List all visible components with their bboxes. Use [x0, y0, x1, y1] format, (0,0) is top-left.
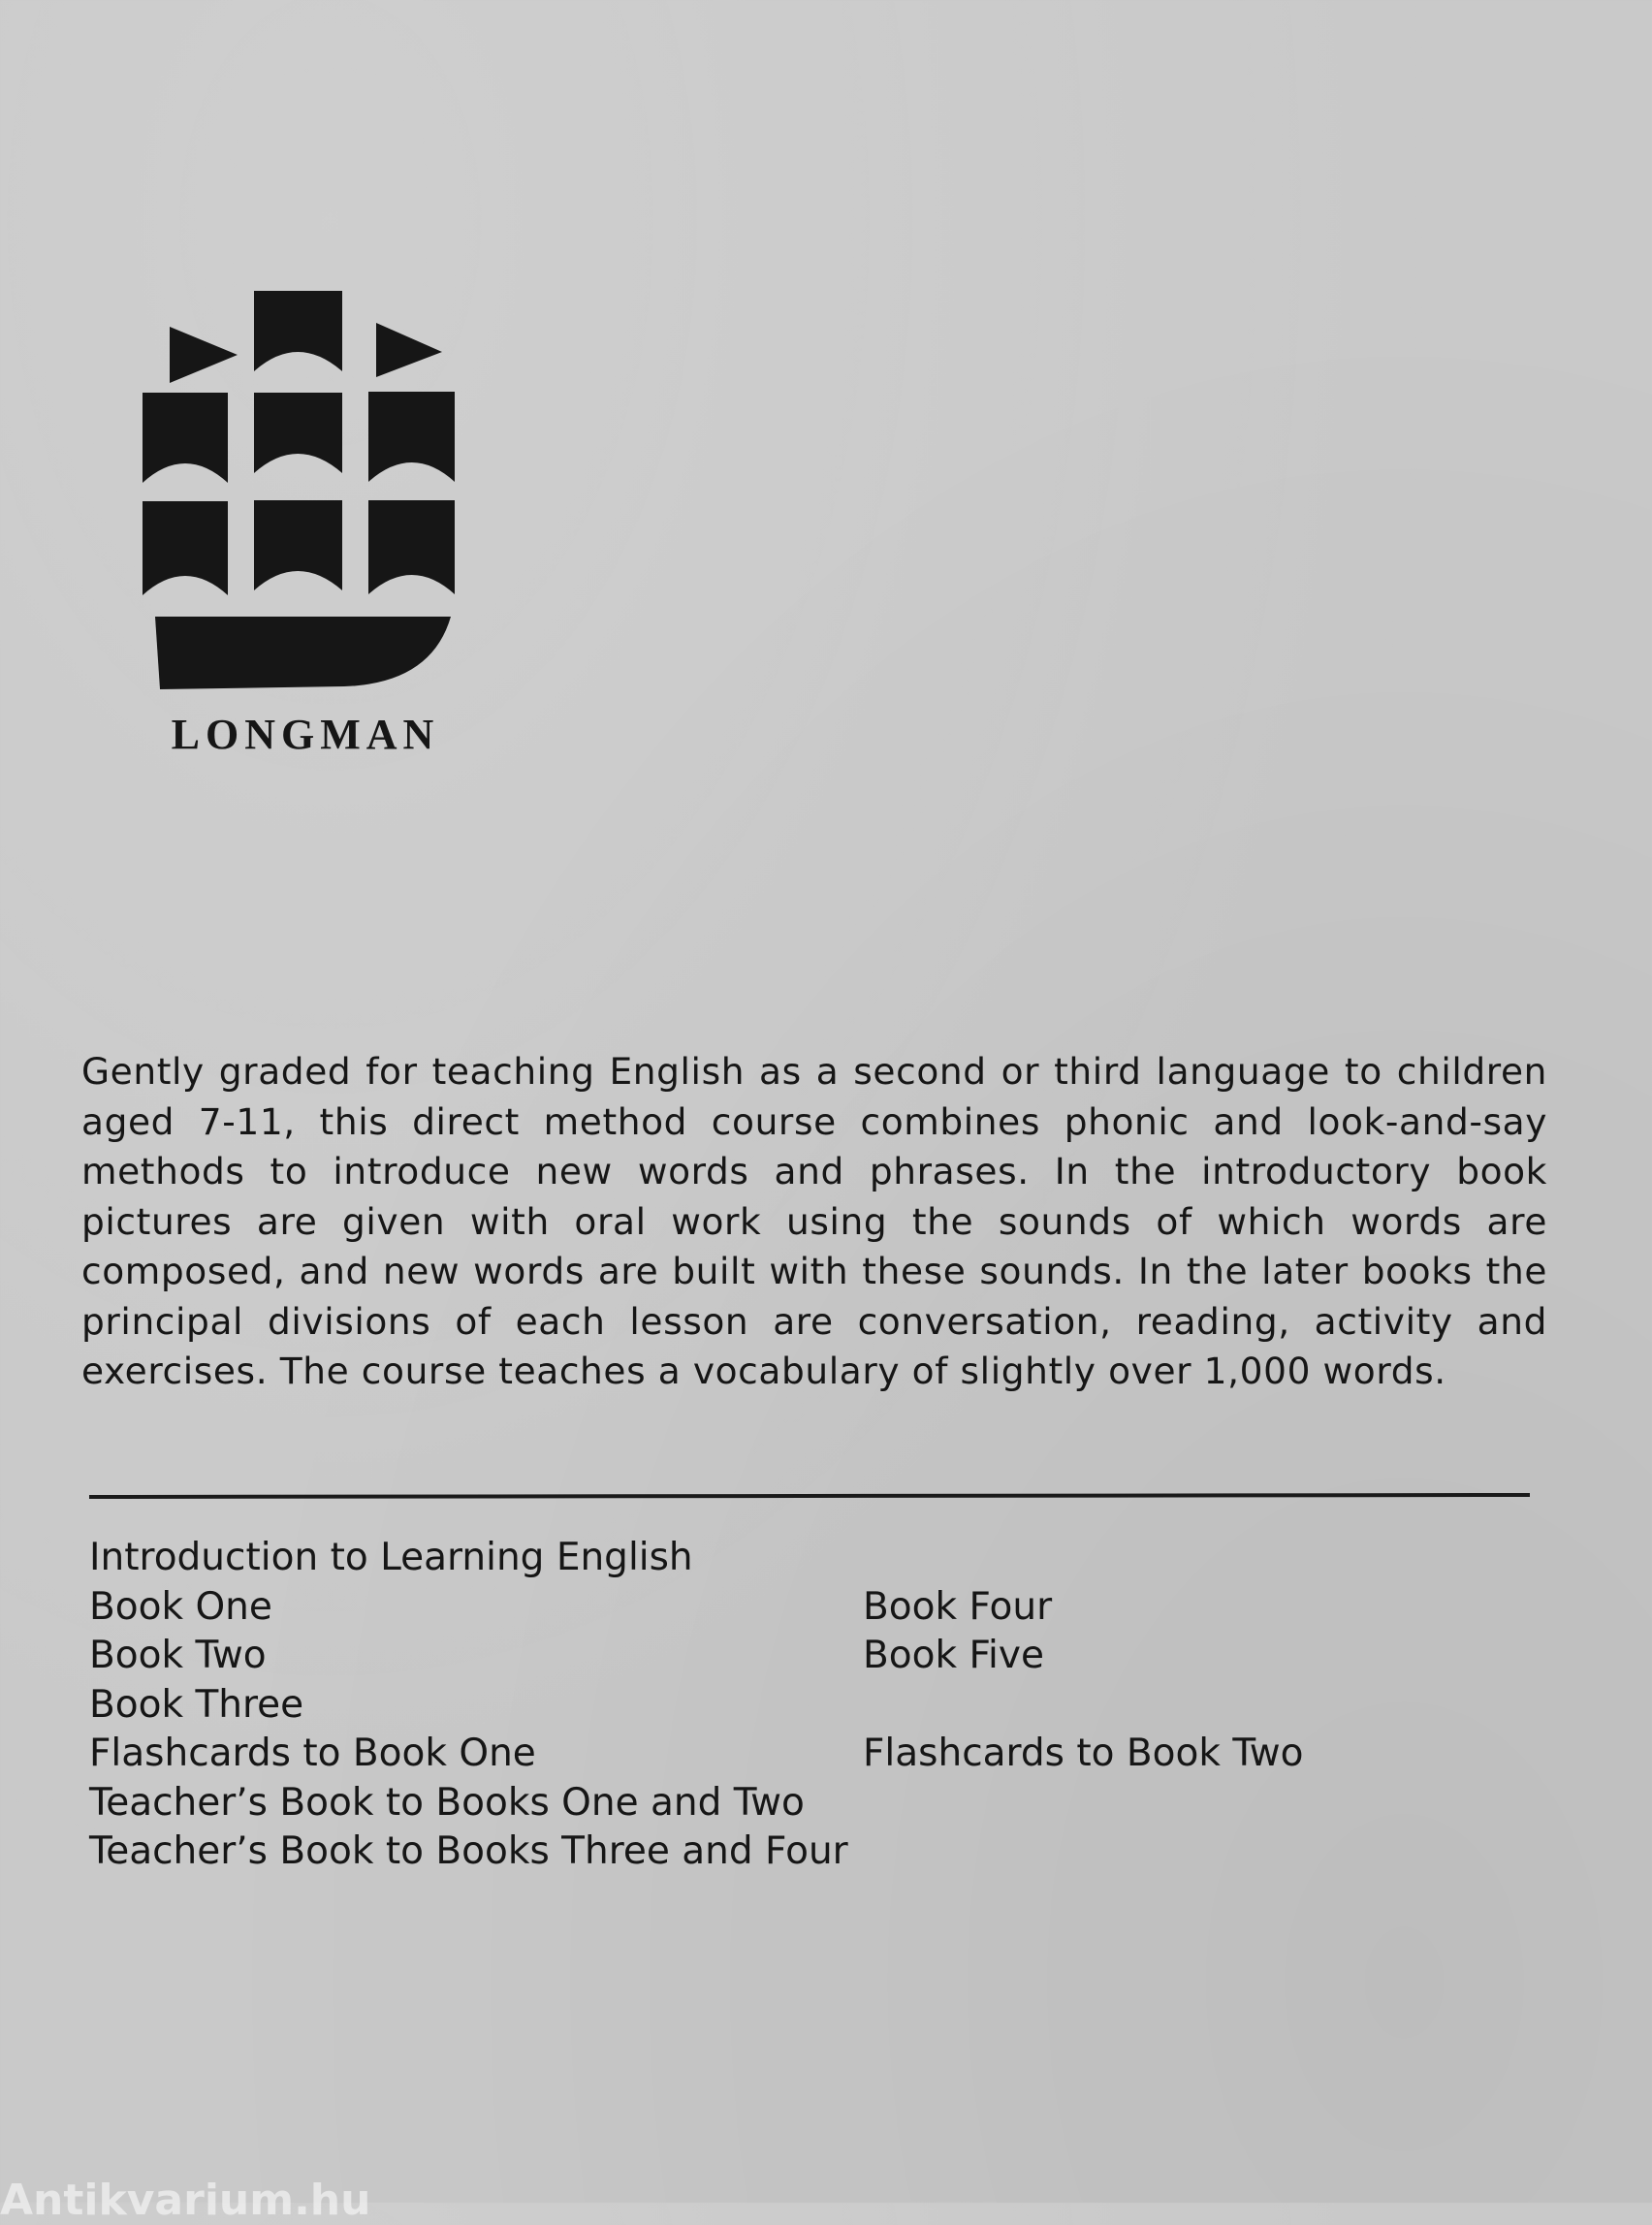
- title-row: [89, 1681, 1543, 1731]
- title-book-three: Book Three: [89, 1682, 304, 1727]
- title-row: [89, 1779, 1543, 1828]
- title-introduction: Introduction to Learning English: [89, 1536, 693, 1579]
- publisher-name: LONGMAN: [171, 711, 440, 758]
- title-book-five: Book Five: [863, 1634, 1044, 1677]
- title-flashcards-one: Flashcards to Book One: [89, 1732, 536, 1775]
- title-teachers-book-three-four: Teacher’s Book to Books Three and Four: [89, 1829, 848, 1873]
- divider-rule: [89, 1493, 1530, 1499]
- title-book-two: Book Two: [89, 1634, 267, 1677]
- title-row: [89, 1632, 1543, 1681]
- title-row: [89, 1534, 1543, 1583]
- title-row: [89, 1730, 1543, 1779]
- title-row: [89, 1583, 1543, 1633]
- sailing-ship-icon: [136, 291, 465, 698]
- title-book-one: Book One: [89, 1584, 272, 1629]
- title-teachers-book-one-two: Teacher’s Book to Books One and Two: [89, 1780, 805, 1825]
- title-book-four: Book Four: [863, 1584, 1053, 1629]
- watermark: Antikvarium.hu: [0, 2176, 371, 2225]
- longman-ship-logo: [136, 291, 465, 698]
- title-row: [89, 1828, 1543, 1877]
- series-title-list: [89, 1534, 1543, 1877]
- title-flashcards-two: Flashcards to Book Two: [863, 1732, 1304, 1775]
- course-description: Gently graded for teaching English as a second or third language to children aged 7-11, this direct method course combines phonic and look-and-say methods to introduce new words and phrases. In the introductory book pictures are given with oral work using the sounds of which words are composed, and new words are built with these sounds. In the later books the principal divisions of each lesson are conversation, reading, activity and exercises. The course teaches a vocabulary of slightly over 1,000 words.: [81, 1050, 1547, 1392]
